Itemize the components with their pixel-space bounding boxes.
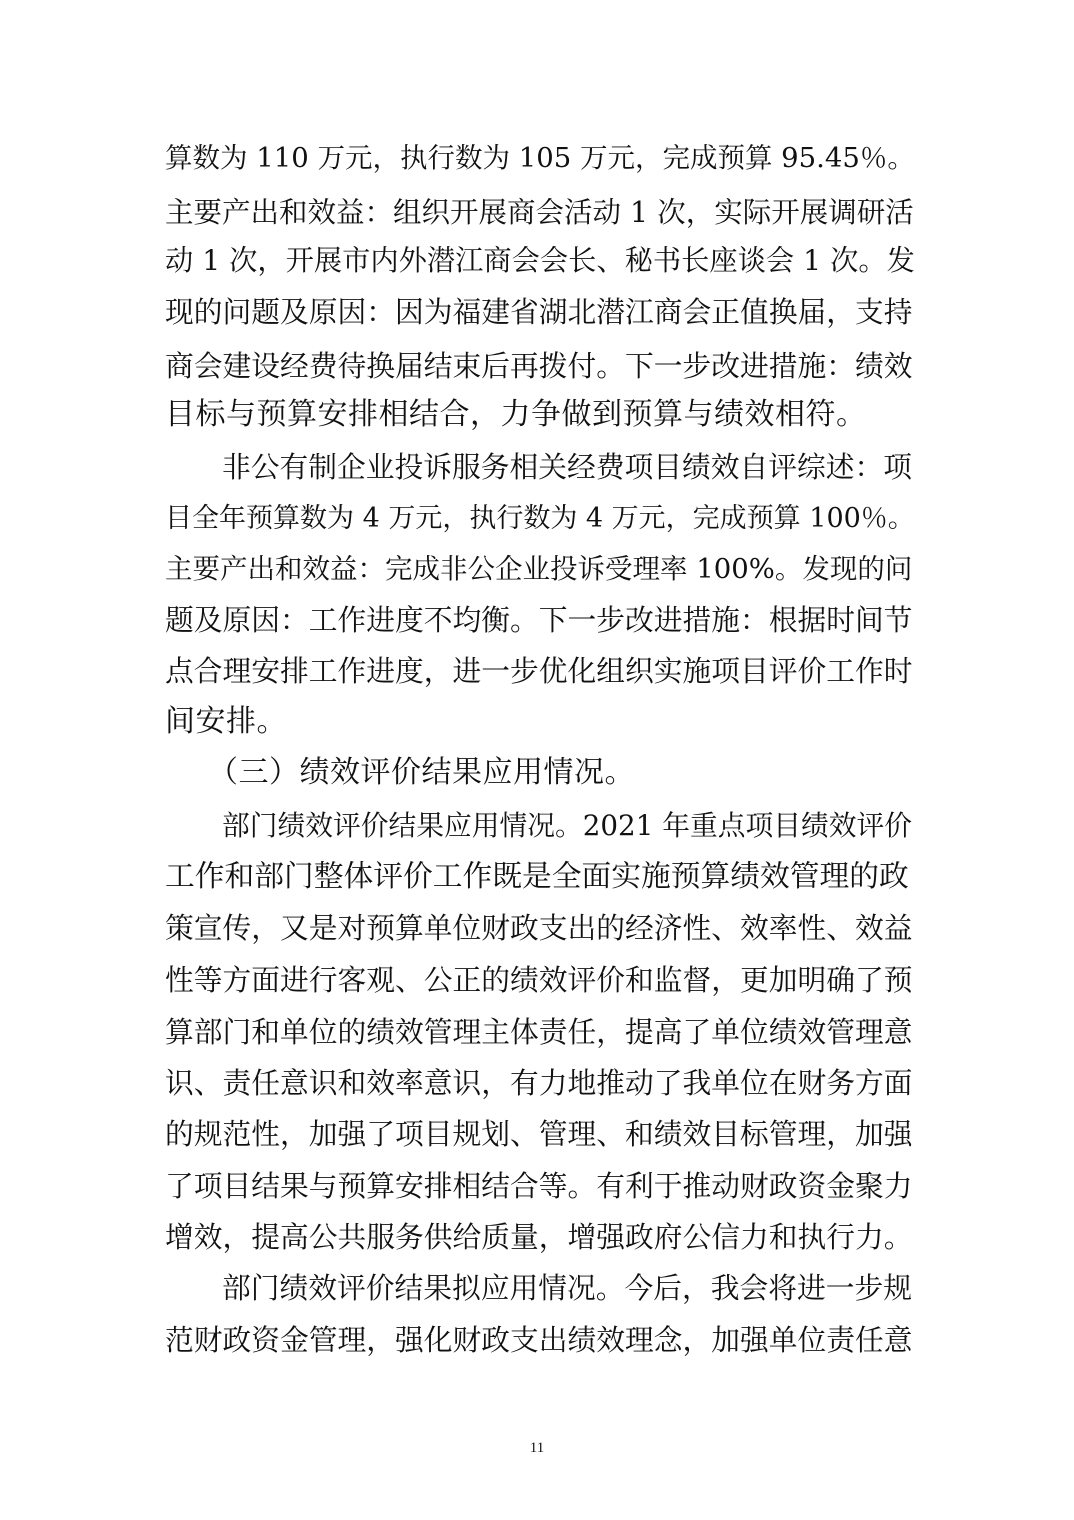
body-line: 商会建设经费待换届结束后再拨付。下一步改进措施：绩效 xyxy=(165,349,913,383)
body-line: 策宣传，又是对预算单位财政支出的经济性、效率性、效益 xyxy=(165,911,913,945)
section-heading: （三）绩效评价结果应用情况。 xyxy=(208,755,635,790)
body-line: 部门绩效评价结果拟应用情况。今后，我会将进一步规 xyxy=(222,1271,912,1305)
body-line: 动 1 次，开展市内外潜江商会会长、秘书长座谈会 1 次。发 xyxy=(165,244,915,277)
body-line: 的规范性，加强了项目规划、管理、和绩效目标管理，加强 xyxy=(165,1117,913,1151)
body-line: 识、责任意识和效率意识，有力地推动了我单位在财务方面 xyxy=(165,1066,913,1100)
body-line: 主要产出和效益：完成非公企业投诉受理率 100%。发现的问 xyxy=(165,553,913,585)
body-line: 现的问题及原因：因为福建省湖北潜江商会正值换届，支持 xyxy=(165,295,913,329)
body-line: 间安排。 xyxy=(165,704,287,739)
body-line: 范财政资金管理，强化财政支出绩效理念，加强单位责任意 xyxy=(165,1323,913,1357)
body-line: 算部门和单位的绩效管理主体责任，提高了单位绩效管理意 xyxy=(165,1015,913,1049)
body-line: 题及原因：工作进度不均衡。下一步改进措施：根据时间节 xyxy=(165,603,913,637)
body-line: 性等方面进行客观、公正的绩效评价和监督，更加明确了预 xyxy=(165,963,913,997)
body-line: 了项目结果与预算安排相结合等。有利于推动财政资金聚力 xyxy=(165,1169,913,1203)
page-number: 11 xyxy=(529,1440,545,1456)
body-line: 工作和部门整体评价工作既是全面实施预算绩效管理的政 xyxy=(165,859,909,894)
body-line: 点合理安排工作进度，进一步优化组织实施项目评价工作时 xyxy=(165,654,913,688)
body-line: 算数为 110 万元，执行数为 105 万元，完成预算 95.45％。 xyxy=(165,142,915,174)
body-line: 非公有制企业投诉服务相关经费项目绩效自评综述：项 xyxy=(222,450,912,484)
body-line: 目全年预算数为 4 万元，执行数为 4 万元，完成预算 100％。 xyxy=(165,503,915,534)
body-line: 增效，提高公共服务供给质量，增强政府公信力和执行力。 xyxy=(165,1220,913,1254)
body-line: 主要产出和效益：组织开展商会活动 1 次，实际开展调研活 xyxy=(165,196,914,229)
body-line: 部门绩效评价结果应用情况。2021 年重点项目绩效评价 xyxy=(222,809,912,842)
body-line: 目标与预算安排相结合，力争做到预算与绩效相符。 xyxy=(165,397,867,432)
